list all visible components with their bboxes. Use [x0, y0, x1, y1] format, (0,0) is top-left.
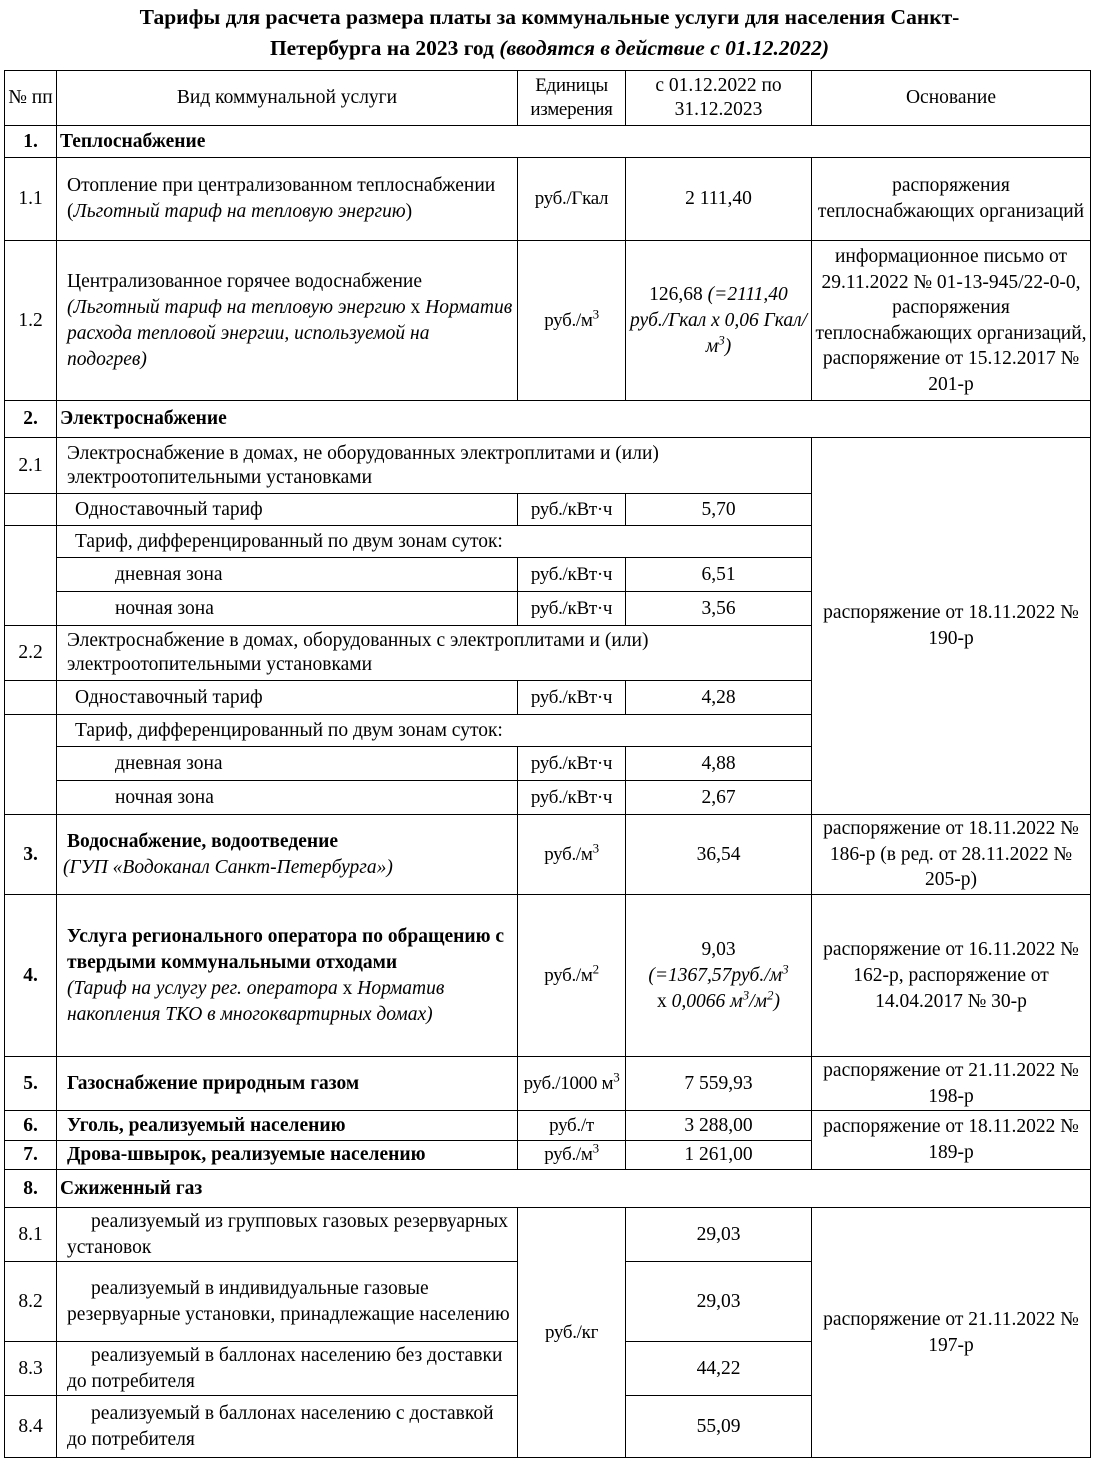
superscript: 2 — [592, 961, 599, 977]
header-unit: Единицы измерения — [518, 71, 626, 126]
row-num: 8.3 — [5, 1342, 57, 1396]
unit-cell: руб./кВт·ч — [518, 681, 626, 715]
service-note-text: Льготный тариф на тепловую энергию — [73, 201, 406, 222]
table-row — [5, 895, 1091, 1057]
unit-cell — [518, 815, 626, 895]
service-note-part: (Тариф на услугу рег. оператора — [67, 977, 338, 999]
unit-cell — [518, 1141, 626, 1170]
calc-part: 0,0066 м — [671, 990, 743, 1012]
unit-cell: руб./кВт·ч — [518, 592, 626, 626]
value-cell: 3 288,00 — [626, 1111, 812, 1141]
service-note-part: (Льготный тариф на тепловую энергию — [67, 296, 406, 318]
calc-text — [629, 963, 808, 989]
superscript: 3 — [592, 306, 599, 322]
superscript: 3 — [718, 332, 725, 347]
title-effective-date: (вводятся в действие с 01.12.2022) — [499, 36, 830, 60]
tariff-table — [4, 70, 1091, 1458]
service-note-part: Норматив накопления ТКО в многоквартирных домах) — [67, 977, 445, 1025]
value-cell: 7 559,93 — [626, 1057, 812, 1111]
header-num: № пп — [5, 71, 57, 126]
basis-cell: распоряжение от 18.11.2022 № 189-р — [812, 1111, 1091, 1170]
calc-text — [629, 989, 808, 1015]
unit-cell — [518, 241, 626, 401]
service-name: Газоснабжение природным газом — [57, 1057, 518, 1111]
service-note: (ГУП «Водоканал Санкт-Петербурга») — [63, 856, 393, 878]
section-name: Сжиженный газ — [57, 1170, 1091, 1208]
unit-cell: руб./Гкал — [518, 158, 626, 241]
service-note — [67, 976, 514, 1028]
basis-cell: информационное письмо от 29.11.2022 № 01-13-945/22-0-0, распоряжения теплоснабжающих организаций, распоряжение от 15.12.2017 № 201-р — [812, 241, 1091, 401]
row-num: 8.4 — [5, 1396, 57, 1458]
value-cell: 29,03 — [626, 1208, 812, 1262]
service-name: Электроснабжение в домах, не оборудованных электроплитами и (или) электроотопительными установками — [57, 438, 812, 494]
value-cell: 6,51 — [626, 558, 812, 592]
basis-cell: распоряжения теплоснабжающих организаций — [812, 158, 1091, 241]
section-row-lpg — [5, 1170, 1091, 1208]
basis-cell: распоряжение от 21.11.2022 № 197-р — [812, 1208, 1091, 1458]
service-note: (Льготный тариф на тепловую энергию) — [67, 201, 413, 222]
title-line-2-text: Петербурга на 2023 год — [269, 36, 494, 60]
service-name: реализуемый в баллонах населению с доставкой до потребителя — [57, 1396, 518, 1458]
service-name — [57, 241, 518, 401]
service-name — [57, 815, 518, 895]
header-basis: Основание — [812, 71, 1091, 126]
value-cell: 3,56 — [626, 592, 812, 626]
value-cell: 44,22 — [626, 1342, 812, 1396]
row-num: 4. — [5, 895, 57, 1057]
basis-cell: распоряжение от 16.11.2022 № 162-р, распоряжение от 14.04.2017 № 30-р — [812, 895, 1091, 1057]
superscript: 3 — [782, 961, 789, 976]
row-num: 7. — [5, 1141, 57, 1170]
value-cell: 1 261,00 — [626, 1141, 812, 1170]
unit-cell: руб./кВт·ч — [518, 494, 626, 526]
value-cell: 2 111,40 — [626, 158, 812, 241]
service-name: реализуемый в индивидуальные газовые резервуарные установки, принадлежащие населению — [57, 1262, 518, 1342]
empty-cell — [5, 526, 57, 626]
superscript: 3 — [613, 1069, 620, 1085]
section-row-heat — [5, 126, 1091, 158]
section-name: Электроснабжение — [57, 401, 1091, 438]
service-name: Одноставочный тариф — [57, 494, 518, 526]
service-note-part: Норматив расхода тепловой энергии, используемой на подогрев) — [67, 296, 513, 370]
header-period: с 01.12.2022 по 31.12.2023 — [626, 71, 812, 126]
service-name: реализуемый в баллонах населению без доставки до потребителя — [57, 1342, 518, 1396]
unit-cell: руб./кВт·ч — [518, 781, 626, 815]
value-cell: 2,67 — [626, 781, 812, 815]
value-cell — [626, 895, 812, 1057]
service-name — [57, 895, 518, 1057]
table-row — [5, 241, 1091, 401]
service-name: ночная зона — [57, 781, 518, 815]
table-header-row — [5, 71, 1091, 126]
service-name: Тариф, дифференцированный по двум зонам суток: — [57, 715, 812, 747]
table-row — [5, 1208, 1091, 1262]
superscript: 2 — [766, 987, 774, 1002]
table-row — [5, 438, 1091, 494]
section-num: 8. — [5, 1170, 57, 1208]
unit-cell — [518, 1057, 626, 1111]
superscript: 3 — [592, 840, 599, 856]
unit-text: руб./1000 м — [523, 1072, 614, 1094]
basis-cell: распоряжение от 18.11.2022 № 186-р (в ред. от 28.11.2022 № 205-р) — [812, 815, 1091, 895]
table-row — [5, 815, 1091, 895]
unit-text: руб./м — [544, 843, 593, 865]
value-cell: 55,09 — [626, 1396, 812, 1458]
row-num: 1.1 — [5, 158, 57, 241]
value-cell: 4,28 — [626, 681, 812, 715]
row-num: 2.2 — [5, 626, 57, 681]
service-name: ночная зона — [57, 592, 518, 626]
row-num: 3. — [5, 815, 57, 895]
service-title: Отопление при централизованном теплоснабжении — [67, 175, 496, 196]
service-name: Уголь, реализуемый населению — [57, 1111, 518, 1141]
title-line-1: Тарифы для расчета размера платы за коммунальные услуги для населения Санкт- — [139, 5, 960, 29]
service-note — [67, 295, 514, 373]
service-title: Централизованное горячее водоснабжение — [67, 270, 422, 292]
table-row — [5, 158, 1091, 241]
row-num: 5. — [5, 1057, 57, 1111]
row-num: 8.1 — [5, 1208, 57, 1262]
table-row — [5, 1057, 1091, 1111]
service-title: Водоснабжение, водоотведение — [67, 830, 338, 852]
value-cell: 5,70 — [626, 494, 812, 526]
service-name: реализуемый из групповых газовых резервуарных установок — [57, 1208, 518, 1262]
multiply-sign: х — [657, 990, 667, 1012]
title-line-2 — [0, 33, 1099, 64]
row-num: 1.2 — [5, 241, 57, 401]
section-num: 2. — [5, 401, 57, 438]
calc-part: (=1367,57руб./м — [648, 964, 783, 986]
unit-cell: руб./кВт·ч — [518, 558, 626, 592]
value-text: 9,03 — [701, 938, 736, 960]
table-row — [5, 1111, 1091, 1141]
basis-cell: распоряжение от 21.11.2022 № 198-р — [812, 1057, 1091, 1111]
document-title — [0, 2, 1099, 64]
superscript: 3 — [592, 1140, 599, 1156]
service-name: Одноставочный тариф — [57, 681, 518, 715]
unit-text: руб./м — [544, 964, 593, 986]
header-service: Вид коммунальной услуги — [57, 71, 518, 126]
empty-cell — [5, 681, 57, 715]
service-name: дневная зона — [57, 747, 518, 781]
unit-text: руб./м — [544, 1144, 593, 1165]
unit-cell: руб./кг — [518, 1208, 626, 1458]
section-row-electricity — [5, 401, 1091, 438]
value-cell: 36,54 — [626, 815, 812, 895]
empty-cell — [5, 494, 57, 526]
value-cell: 29,03 — [626, 1262, 812, 1342]
service-title: Услуга регионального оператора по обращению с твердыми коммунальными отходами — [67, 925, 505, 973]
service-name: дневная зона — [57, 558, 518, 592]
unit-cell: руб./т — [518, 1111, 626, 1141]
empty-cell — [5, 715, 57, 815]
calc-text: (=2111,40 руб./Гкал х 0,06 Гкал/м — [629, 283, 808, 357]
service-name: Тариф, дифференцированный по двум зонам суток: — [57, 526, 812, 558]
row-num: 2.1 — [5, 438, 57, 494]
multiply-sign: х — [342, 977, 353, 999]
row-num: 8.2 — [5, 1262, 57, 1342]
section-name: Теплоснабжение — [57, 126, 1091, 158]
section-num: 1. — [5, 126, 57, 158]
value-cell — [626, 241, 812, 401]
multiply-sign: х — [410, 296, 421, 318]
unit-text: руб./м — [544, 309, 593, 331]
basis-cell: распоряжение от 18.11.2022 № 190-р — [812, 438, 1091, 815]
value-text: 126,68 — [649, 283, 703, 305]
superscript: 3 — [742, 987, 750, 1002]
service-name: Дрова-швырок, реализуемые населению — [57, 1141, 518, 1170]
unit-cell — [518, 895, 626, 1057]
calc-text: ) — [724, 335, 732, 357]
unit-cell: руб./кВт·ч — [518, 747, 626, 781]
service-name: Электроснабжение в домах, оборудованных с электроплитами и (или) электроотопительными установками — [57, 626, 812, 681]
calc-part: /м — [749, 990, 767, 1012]
value-cell: 4,88 — [626, 747, 812, 781]
calc-part: ) — [773, 990, 780, 1012]
service-name — [57, 158, 518, 241]
row-num: 6. — [5, 1111, 57, 1141]
